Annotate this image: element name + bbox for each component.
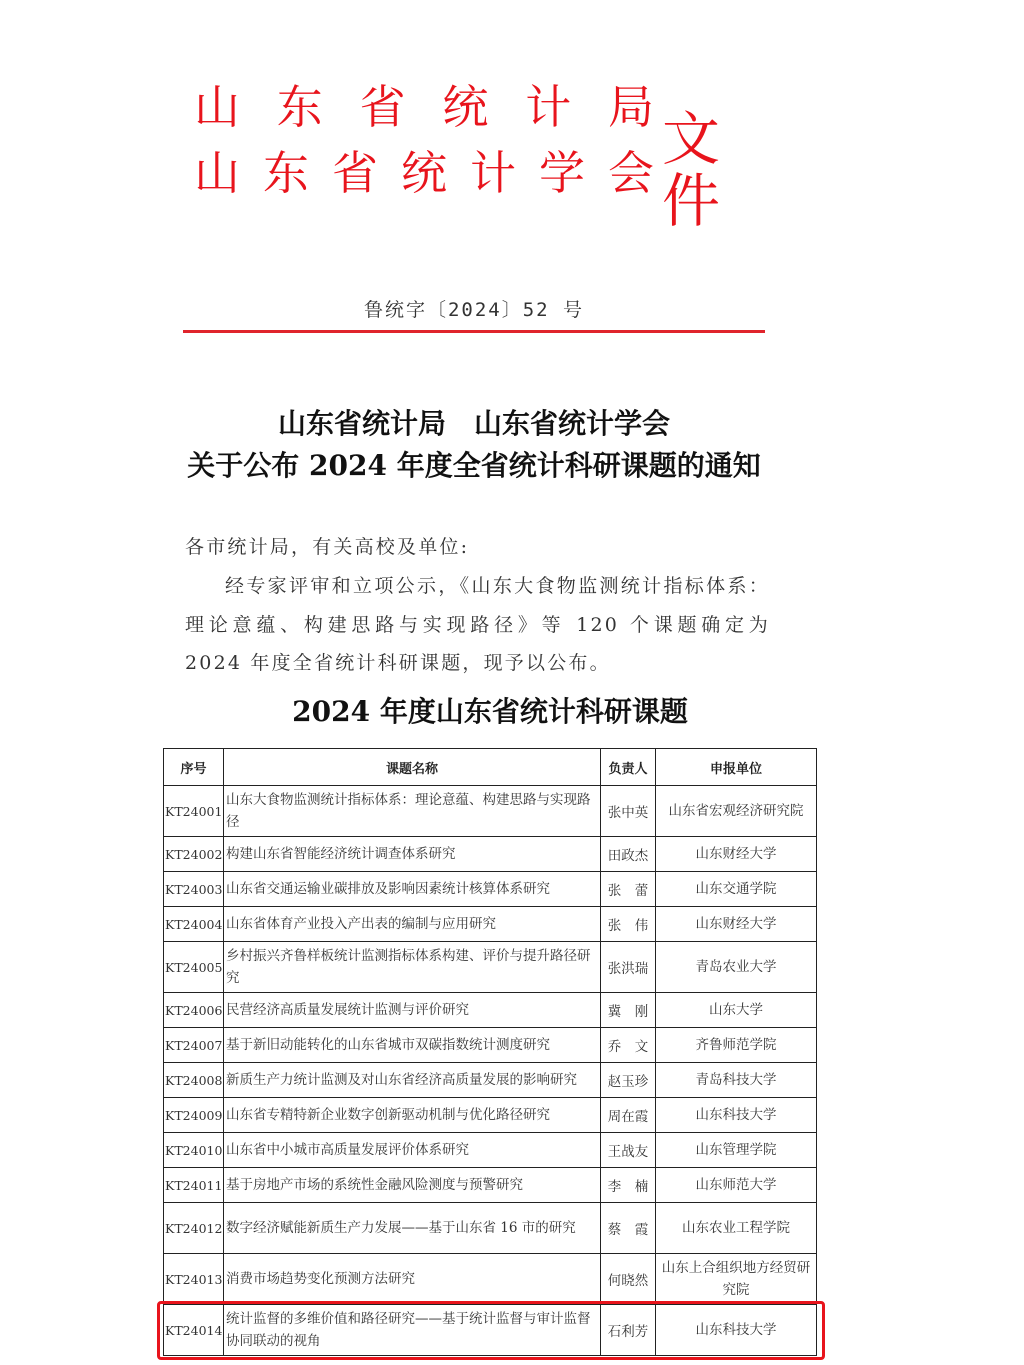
- table-row: [164, 1168, 817, 1203]
- cell-lead: 张洪瑞: [601, 942, 656, 993]
- table-title: 2024 年度山东省统计科研课题: [292, 695, 688, 728]
- red-divider: [183, 330, 765, 333]
- cell-name: 山东省体育产业投入产出表的编制与应用研究: [224, 907, 601, 942]
- projects-table: [163, 748, 817, 1356]
- issuer-char: 东: [263, 146, 309, 200]
- cell-lead: 石利芳: [601, 1305, 656, 1356]
- issuer-char: 统: [401, 146, 447, 200]
- table-row: [164, 1254, 817, 1305]
- column-header-unit: 申报单位: [656, 749, 817, 786]
- cell-code: KT24004: [164, 907, 224, 942]
- cell-code: KT24009: [164, 1098, 224, 1133]
- cell-name: 乡村振兴齐鲁样板统计监测指标体系构建、评价与提升路径研究: [224, 942, 601, 993]
- cell-lead: 赵玉珍: [601, 1063, 656, 1098]
- cell-code: KT24002: [164, 837, 224, 872]
- notice-title-line2: 关于公布 2024 年度全省统计科研课题的通知: [187, 449, 761, 482]
- cell-name: 民营经济高质量发展统计监测与评价研究: [224, 993, 601, 1028]
- cell-unit: 山东师范大学: [656, 1168, 817, 1203]
- table-row: [164, 1098, 817, 1133]
- issuer-line-statistics-society: [193, 148, 655, 198]
- table-row: [164, 872, 817, 907]
- cell-lead: 田政杰: [601, 837, 656, 872]
- table-row-highlighted: [164, 1305, 817, 1356]
- table-row: [164, 942, 817, 993]
- table-row: [164, 1203, 817, 1254]
- cell-code: KT24001: [164, 786, 224, 837]
- table-row: [164, 907, 817, 942]
- table-row: [164, 786, 817, 837]
- cell-unit: 青岛农业大学: [656, 942, 817, 993]
- table-row: [164, 837, 817, 872]
- cell-code: KT24010: [164, 1133, 224, 1168]
- cell-lead: 张 蕾: [601, 872, 656, 907]
- cell-unit: 齐鲁师范学院: [656, 1028, 817, 1063]
- cell-name: 山东省专精特新企业数字创新驱动机制与优化路径研究: [224, 1098, 601, 1133]
- column-header-code: 序号: [164, 749, 224, 786]
- cell-unit: 山东大学: [656, 993, 817, 1028]
- issuer-char: 省: [332, 146, 378, 200]
- cell-name: 山东省交通运输业碳排放及影响因素统计核算体系研究: [224, 872, 601, 907]
- notice-title-line1: 山东省统计局 山东省统计学会: [277, 407, 670, 440]
- table-row: [164, 1063, 817, 1098]
- table-header-row: [164, 749, 817, 786]
- column-header-lead: 负责人: [601, 749, 656, 786]
- issuer-char: 省: [359, 80, 406, 134]
- cell-unit: 山东交通学院: [656, 872, 817, 907]
- document-number: 鲁统字〔2024〕52 号: [363, 299, 585, 321]
- cell-unit: 山东省宏观经济研究院: [656, 786, 817, 837]
- cell-name: 数字经济赋能新质生产力发展——基于山东省 16 市的研究: [224, 1203, 601, 1254]
- cell-unit: 青岛科技大学: [656, 1063, 817, 1098]
- issuer-char: 山: [194, 146, 240, 200]
- document-suffix: 文件: [662, 105, 717, 235]
- cell-lead: 王战友: [601, 1133, 656, 1168]
- cell-name: 山东大食物监测统计指标体系：理论意蕴、构建思路与实现路径: [224, 786, 601, 837]
- cell-code: KT24008: [164, 1063, 224, 1098]
- issuer-char: 东: [276, 80, 323, 134]
- issuer-char: 学: [539, 146, 585, 200]
- cell-name: 山东省中小城市高质量发展评价体系研究: [224, 1133, 601, 1168]
- cell-lead: 张 伟: [601, 907, 656, 942]
- issuer-char: 局: [607, 80, 654, 134]
- issuer-char: 统: [442, 80, 489, 134]
- cell-unit: 山东科技大学: [656, 1305, 817, 1356]
- cell-code: KT24003: [164, 872, 224, 907]
- cell-unit: 山东上合组织地方经贸研究院: [656, 1254, 817, 1305]
- cell-name: 新质生产力统计监测及对山东省经济高质量发展的影响研究: [224, 1063, 601, 1098]
- issuer-char: 会: [608, 146, 654, 200]
- cell-unit: 山东财经大学: [656, 837, 817, 872]
- salutation: 各市统计局，有关高校及单位:: [185, 536, 470, 558]
- cell-code: KT24006: [164, 993, 224, 1028]
- cell-unit: 山东科技大学: [656, 1098, 817, 1133]
- cell-code: KT24007: [164, 1028, 224, 1063]
- cell-lead: 何晓然: [601, 1254, 656, 1305]
- cell-lead: 周在霞: [601, 1098, 656, 1133]
- cell-unit: 山东管理学院: [656, 1133, 817, 1168]
- issuer-char: 山: [194, 80, 240, 134]
- cell-code: KT24012: [164, 1203, 224, 1254]
- cell-code: KT24013: [164, 1254, 224, 1305]
- cell-name: 基于房地产市场的系统性金融风险测度与预警研究: [224, 1168, 601, 1203]
- cell-lead: 乔 文: [601, 1028, 656, 1063]
- cell-name: 构建山东省智能经济统计调查体系研究: [224, 837, 601, 872]
- cell-lead: 冀 刚: [601, 993, 656, 1028]
- body-paragraph: 经专家评审和立项公示，《山东大食物监测统计指标体系：理论意蕴、构建思路与实现路径》等 120 个课题确定为 2024 年度全省统计科研课题，现予以公布。: [185, 575, 770, 674]
- issuer-line-statistics-bureau: [193, 82, 655, 132]
- column-header-name: 课题名称: [224, 749, 601, 786]
- cell-lead: 李 楠: [601, 1168, 656, 1203]
- issuer-char: 计: [470, 146, 516, 200]
- cell-name: 统计监督的多维价值和路径研究——基于统计监督与审计监督协同联动的视角: [224, 1305, 601, 1356]
- table-row: [164, 993, 817, 1028]
- table-row: [164, 1028, 817, 1063]
- cell-code: KT24005: [164, 942, 224, 993]
- cell-lead: 张中英: [601, 786, 656, 837]
- cell-lead: 蔡 霞: [601, 1203, 656, 1254]
- issuer-char: 计: [525, 80, 572, 134]
- cell-name: 消费市场趋势变化预测方法研究: [224, 1254, 601, 1305]
- cell-code: KT24014: [164, 1305, 224, 1356]
- cell-unit: 山东财经大学: [656, 907, 817, 942]
- cell-unit: 山东农业工程学院: [656, 1203, 817, 1254]
- cell-code: KT24011: [164, 1168, 224, 1203]
- table-row: [164, 1133, 817, 1168]
- cell-name: 基于新旧动能转化的山东省城市双碳指数统计测度研究: [224, 1028, 601, 1063]
